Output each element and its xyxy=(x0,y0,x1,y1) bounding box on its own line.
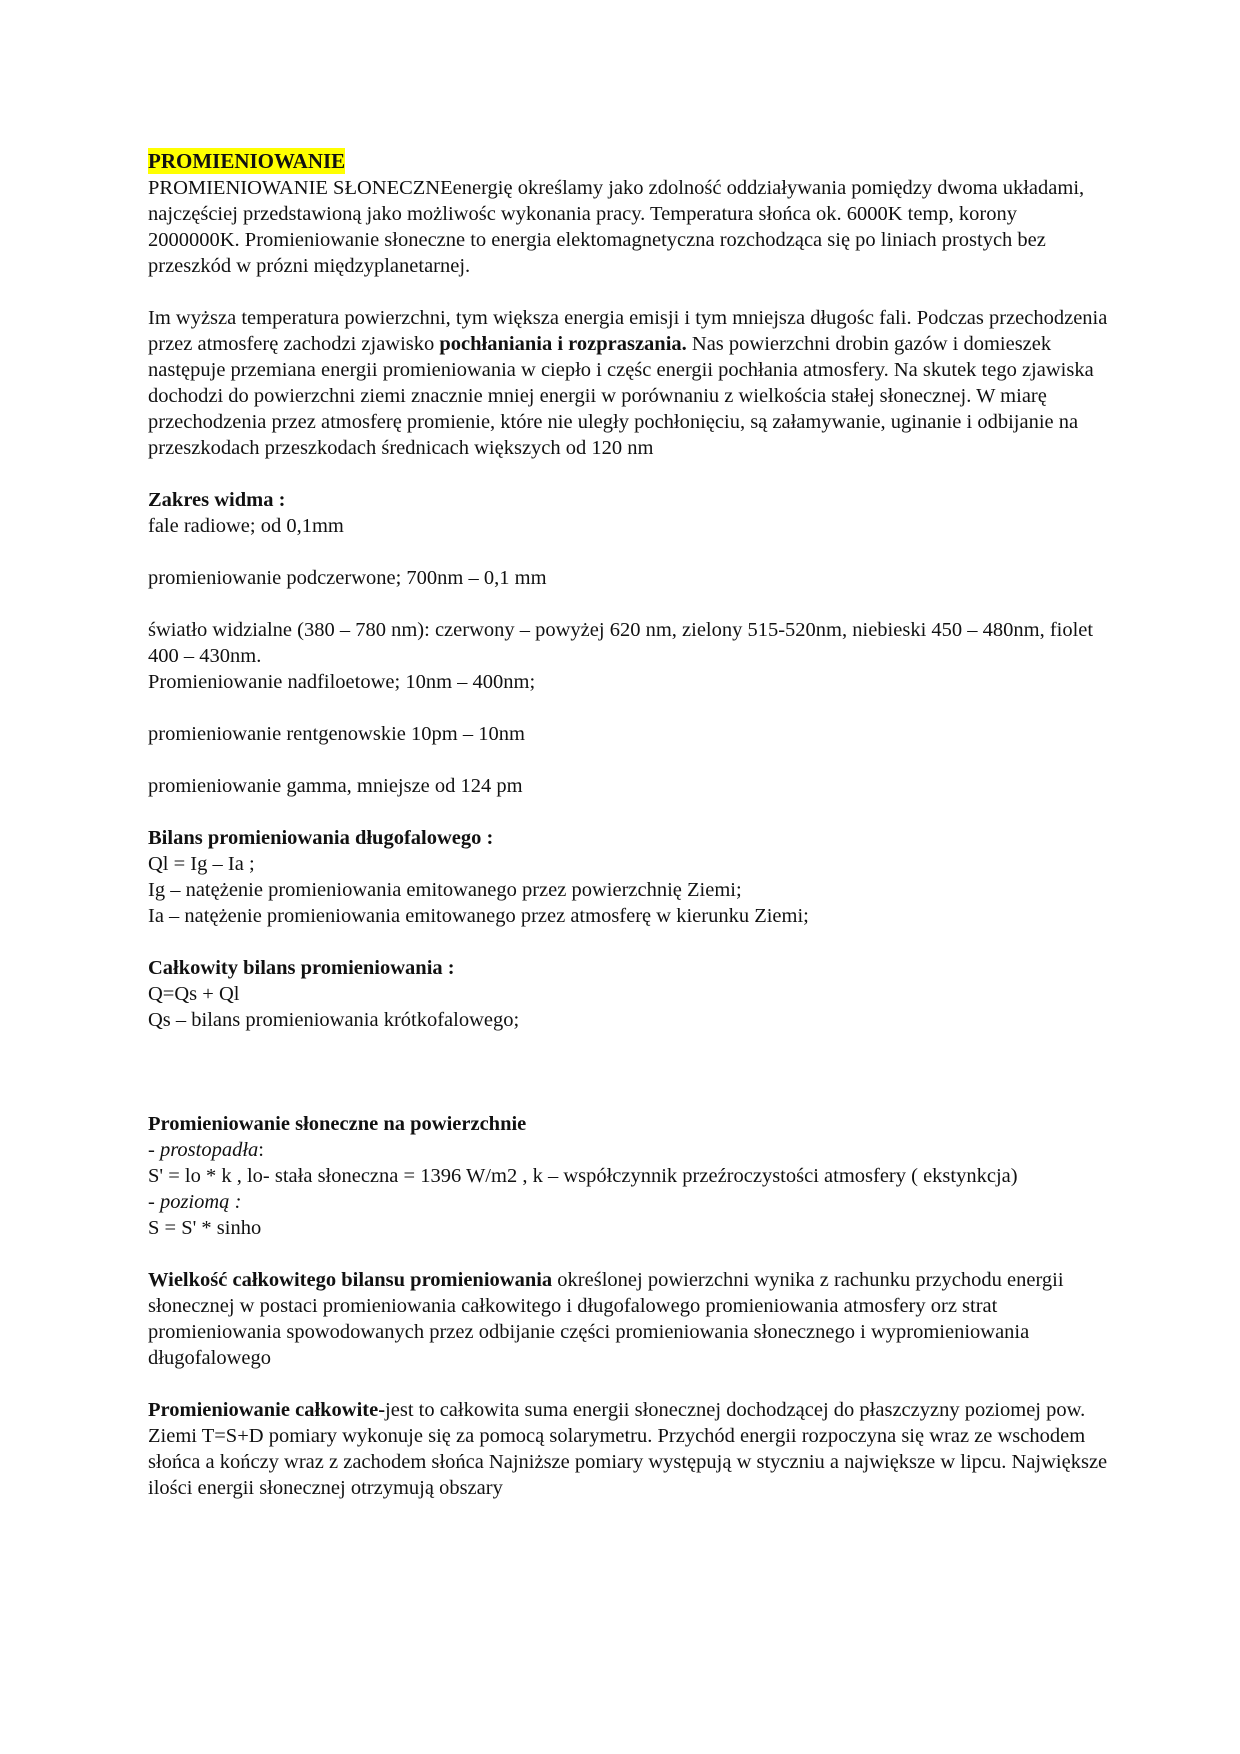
title-line xyxy=(148,148,1108,175)
document-page xyxy=(148,148,1108,1501)
spectrum-heading: Zakres widma : xyxy=(148,489,286,511)
document-title: PROMIENIOWANIE xyxy=(148,149,346,173)
absorption-paragraph xyxy=(148,305,1108,461)
spectrum-infrared: promieniowanie podczerwone; 700nm – 0,1 mm xyxy=(148,567,547,589)
perpendicular-formula: S' = lo * k , lo- stała słoneczna = 1396 W/m2 , k – współczynnik przeźroczystości atmosfery ( ekstynkcja) xyxy=(148,1165,1018,1187)
spectrum-gamma: promieniowanie gamma, mniejsze od 124 pm xyxy=(148,775,523,797)
absorption-text-after: Nas powierzchni drobin gazów i domieszek następuje przemiana energii promieniowania w ciepło i częśc energii pochłania atmosfery. Na skutek tego zjawiska dochodzi do powierzchni ziemi znacznie mniej energii w porównaniu z wielkościa stałej słonecznej. W miarę przechodzenia przez atmosferę promienie, które nie uległy pochłonięciu, są załamywanie, uginanie i odbijanie na przeszkodach przeszkodach średnicach większych od 120 nm xyxy=(148,333,1094,459)
perpendicular-label: - prostopadła: xyxy=(148,1139,264,1161)
total-radiation-paragraph: Promieniowanie całkowite-jest to całkowita suma energii słonecznej dochodzącej do płaszczyzny poziomej pow. Ziemi T=S+D pomiary wykonuje się za pomocą solarymetru. Przychód energii rozpoczyna się wraz ze wschodem słońca a kończy wraz z zachodem słońca Najniższe pomiary występują w styczniu a największe w lipcu. Największe ilości energii słonecznej otrzymują obszary xyxy=(148,1399,1108,1499)
total-balance-formula: Q=Qs + Ql xyxy=(148,983,240,1005)
spectrum-ultraviolet: Promieniowanie nadfiloetowe; 10nm – 400nm; xyxy=(148,671,536,693)
total-balance-heading: Całkowity bilans promieniowania : xyxy=(148,957,455,979)
total-balance-qs-definition: Qs – bilans promieniowania krótkofalowego; xyxy=(148,1009,520,1031)
longwave-ia-definition: Ia – natężenie promieniowania emitowanego przez atmosferę w kierunku Ziemi; xyxy=(148,905,809,927)
spectrum-xray: promieniowanie rentgenowskie 10pm – 10nm xyxy=(148,723,525,745)
longwave-ig-definition: Ig – natężenie promieniowania emitowanego przez powierzchnię Ziemi; xyxy=(148,879,742,901)
spectrum-radio: fale radiowe; od 0,1mm xyxy=(148,515,344,537)
spectrum-visible: światło widzialne (380 – 780 nm): czerwony – powyżej 620 nm, zielony 515-520nm, niebieski 450 – 480nm, fiolet 400 – 430nm. xyxy=(148,619,1094,667)
absorption-text-before: Im wyższa temperatura powierzchni, tym większa energia emisji i tym mniejsza długośc fali. Podczas przechodzenia przez atmosferę zachodzi zjawisko xyxy=(148,307,1108,355)
longwave-heading: Bilans promieniowania długofalowego : xyxy=(148,827,494,849)
longwave-formula: Ql = Ig – Ia ; xyxy=(148,853,255,875)
total-balance-paragraph: Wielkość całkowitego bilansu promieniowania określonej powierzchni wynika z rachunku przychodu energii słonecznej w postaci promieniowania całkowitego i długofalowego promieniowania atmosfery orz strat promieniowania spowodowanych przez odbijanie części promieniowania słonecznego i wypromieniowania długofalowego xyxy=(148,1269,1064,1369)
horizontal-formula: S = S' * sinho xyxy=(148,1217,262,1239)
solar-surface-heading: Promieniowanie słoneczne na powierzchnie xyxy=(148,1113,527,1135)
horizontal-label: - poziomą : xyxy=(148,1191,242,1213)
intro-paragraph: PROMIENIOWANIE SŁONECZNEenergię określamy jako zdolność oddziaływania pomiędzy dwoma układami, najczęściej przedstawioną jako możliwośc wykonania pracy. Temperatura słońca ok. 6000K temp, korony 2000000K. Promieniowanie słoneczne to energia elektomagnetyczna rozchodząca się po liniach prostych bez przeszkód w prózni międzyplanetarnej. xyxy=(148,177,1085,277)
absorption-bold-term: pochłaniania i rozpraszania. xyxy=(439,333,687,355)
